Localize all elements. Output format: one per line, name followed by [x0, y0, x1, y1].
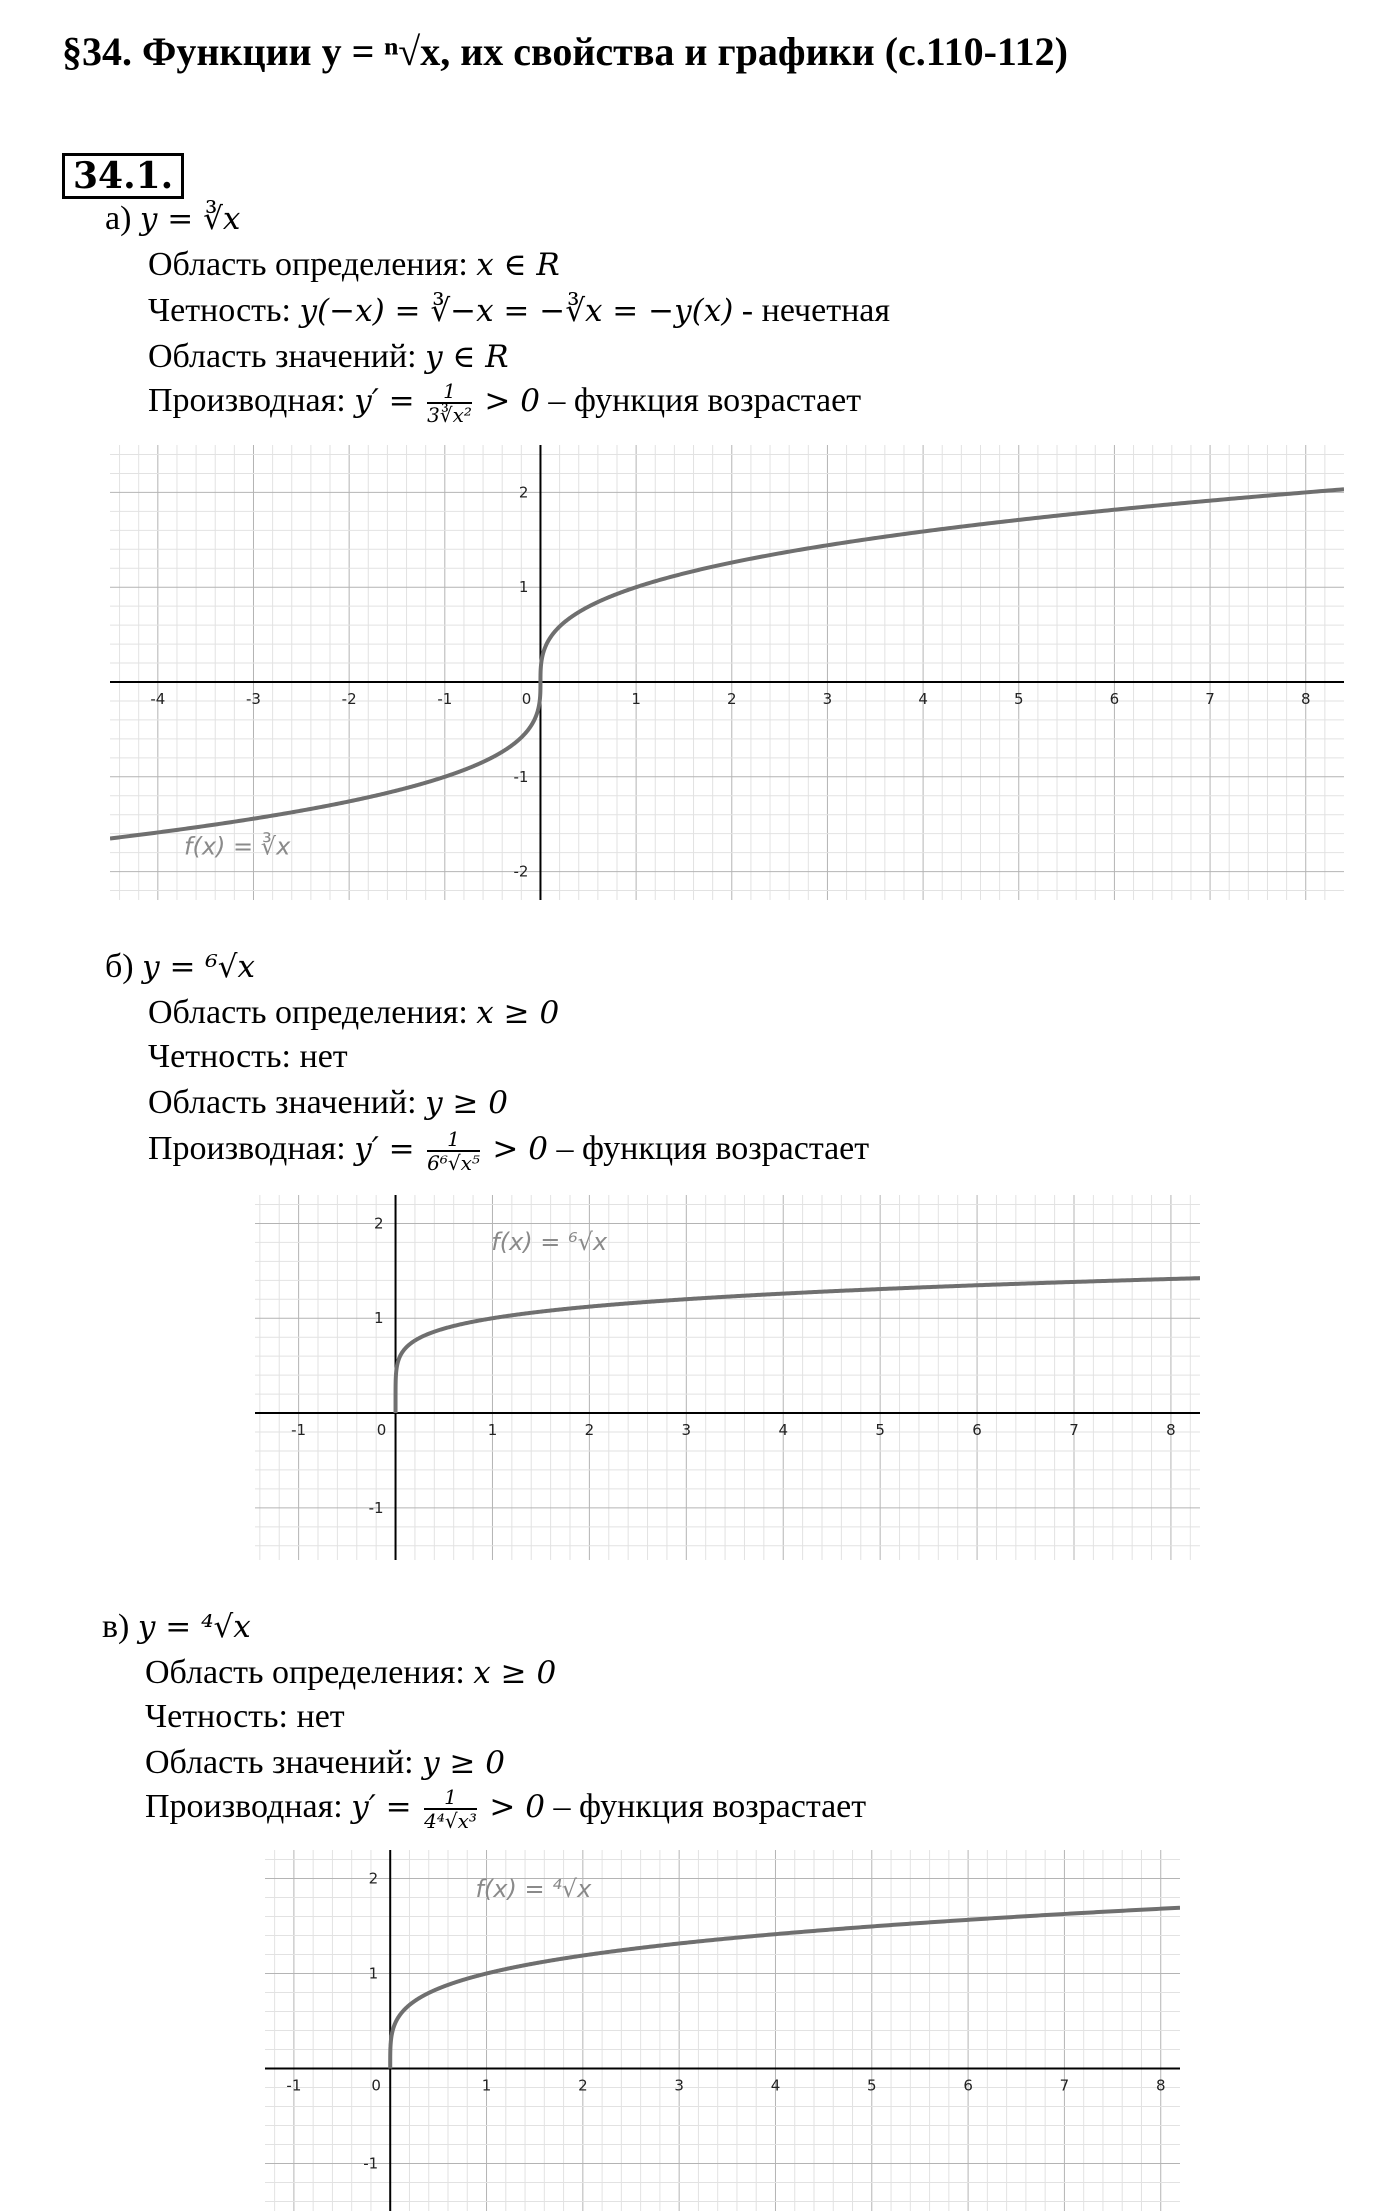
fraction-denominator: 4⁴√x³: [424, 1809, 477, 1833]
part-b-formula: y = ⁶√x: [142, 949, 255, 985]
x-tick-label: -2: [341, 689, 357, 708]
x-tick-label: 7: [1205, 689, 1215, 708]
range-value: y ≥ 0: [422, 1745, 506, 1781]
derivative-suffix: > 0: [492, 1130, 548, 1167]
page-title: §34. Функции y = ⁿ√x, их свойства и графики (с.110-112): [62, 29, 1068, 74]
grid: [110, 445, 1344, 900]
series-line: [110, 489, 1344, 838]
parity-value: нет: [296, 1698, 345, 1735]
fraction-numerator: 1: [424, 1786, 477, 1810]
x-tick-label: 5: [875, 1421, 885, 1440]
y-tick-label: 2: [373, 1214, 384, 1233]
x-tick-label: -3: [246, 689, 261, 708]
part-a-derivative: [148, 380, 861, 426]
part-a-header: [105, 200, 240, 238]
y-tick-label: 1: [368, 1964, 379, 1983]
chart-root6: [255, 1195, 1200, 1560]
domain-value: x ≥ 0: [473, 1655, 557, 1691]
parity-suffix: - нечетная: [733, 292, 891, 329]
y-tick-label: 2: [518, 483, 529, 502]
parity-label: Четность:: [148, 1038, 291, 1075]
part-c-derivative: [145, 1786, 866, 1832]
x-tick-label: 5: [867, 2076, 877, 2095]
derivative-label: Производная:: [148, 381, 346, 419]
x-tick-label: 8: [1155, 2076, 1166, 2095]
x-tick-label: 1: [631, 689, 641, 708]
derivative-prefix: y′ =: [354, 1130, 415, 1167]
grid: [265, 1850, 1180, 2211]
series-label: f(x) = ∛x: [184, 832, 291, 861]
fraction-numerator: 1: [427, 1128, 480, 1152]
x-tick-label: 7: [1069, 1421, 1079, 1440]
y-tick-label: -1: [513, 767, 529, 786]
x-tick-label: 2: [584, 1421, 595, 1440]
x-tick-label: 0: [371, 2076, 381, 2095]
y-tick-label: 1: [518, 578, 529, 597]
x-tick-label: 3: [674, 2076, 684, 2095]
domain-value: x ≥ 0: [476, 995, 560, 1031]
domain-label: Область определения:: [145, 1654, 465, 1691]
part-c-domain: [145, 1654, 556, 1692]
parity-value: y(−x) = ∛−x = −∛x = −y(x): [299, 293, 734, 329]
x-tick-label: -1: [437, 689, 453, 708]
derivative-label: Производная:: [148, 1129, 346, 1167]
part-c-formula: y = ⁴√x: [137, 1609, 251, 1645]
range-label: Область значений:: [145, 1744, 414, 1781]
part-b-domain: [148, 994, 559, 1032]
x-tick-label: 4: [770, 2076, 781, 2095]
derivative-prefix: y′ =: [351, 1788, 412, 1825]
y-tick-label: -1: [363, 2154, 379, 2173]
derivative-label: Производная:: [145, 1787, 343, 1825]
part-a-parity: [148, 292, 890, 330]
range-value: y ≥ 0: [425, 1085, 509, 1121]
x-tick-label: 4: [918, 689, 928, 708]
x-tick-label: 6: [972, 1421, 982, 1440]
domain-value: x ∈ R: [476, 247, 560, 283]
x-tick-label: 4: [778, 1421, 789, 1440]
derivative-note: – функция возрастает: [556, 1129, 870, 1167]
range-value: y ∈ R: [425, 339, 509, 375]
series-label: f(x) = ⁶√x: [491, 1227, 608, 1256]
x-tick-label: 7: [1059, 2076, 1070, 2095]
y-tick-label: 1: [373, 1309, 384, 1328]
derivative-fraction: [424, 1786, 477, 1832]
x-tick-label: 6: [1109, 689, 1120, 708]
y-tick-label: 2: [368, 1869, 379, 1888]
series-line: [390, 1908, 1180, 2069]
derivative-suffix: > 0: [484, 382, 540, 419]
range-label: Область значений:: [148, 338, 417, 375]
series-line: [396, 1278, 1200, 1413]
parity-label: Четность:: [145, 1698, 288, 1735]
part-c-header: [102, 1608, 251, 1646]
series-label: f(x) = ⁴√x: [475, 1874, 592, 1903]
x-tick-label: -1: [286, 2076, 302, 2095]
x-tick-label: 0: [521, 689, 532, 708]
part-c-range: [145, 1744, 505, 1782]
x-tick-label: 6: [963, 2076, 973, 2095]
fraction-denominator: 3∛x²: [427, 403, 472, 427]
chart-cbrt: [110, 445, 1344, 900]
part-a-domain: [148, 246, 560, 284]
part-a-formula: y = ∛x: [139, 201, 241, 237]
x-tick-label: 3: [681, 1421, 692, 1440]
x-tick-label: -1: [291, 1421, 307, 1440]
part-c-parity: [145, 1698, 345, 1736]
x-tick-label: 1: [487, 1421, 498, 1440]
parity-value: нет: [299, 1038, 348, 1075]
part-b-parity: [148, 1038, 348, 1076]
fraction-denominator: 6⁶√x⁵: [427, 1151, 480, 1175]
derivative-fraction: [427, 1128, 480, 1174]
fraction-numerator: 1: [427, 380, 472, 404]
part-c-label: в): [102, 1608, 130, 1645]
x-tick-label: 3: [822, 689, 833, 708]
exercise-number: 34.1.: [62, 153, 184, 199]
x-tick-label: 1: [481, 2076, 492, 2095]
derivative-fraction: [427, 380, 472, 426]
x-tick-label: 0: [376, 1421, 387, 1440]
part-b-header: [105, 948, 255, 986]
derivative-suffix: > 0: [489, 1788, 545, 1825]
derivative-note: – функция возрастает: [548, 381, 862, 419]
x-tick-label: -4: [150, 689, 166, 708]
x-tick-label: 8: [1300, 689, 1311, 708]
derivative-note: – функция возрастает: [553, 1787, 867, 1825]
domain-label: Область определения:: [148, 994, 468, 1031]
part-b-label: б): [105, 948, 134, 985]
chart-root4: [265, 1850, 1180, 2211]
part-b-range: [148, 1084, 508, 1122]
y-tick-label: -2: [513, 862, 529, 881]
domain-label: Область определения:: [148, 246, 468, 283]
x-tick-label: 2: [727, 689, 737, 708]
y-tick-label: -1: [368, 1498, 384, 1517]
x-tick-label: 5: [1013, 689, 1024, 708]
parity-label: Четность:: [148, 292, 291, 329]
derivative-prefix: y′ =: [354, 382, 415, 419]
x-tick-label: 2: [578, 2076, 588, 2095]
part-b-derivative: [148, 1128, 869, 1174]
part-a-label: а): [105, 200, 132, 237]
part-a-range: [148, 338, 509, 376]
range-label: Область значений:: [148, 1084, 417, 1121]
x-tick-label: 8: [1166, 1421, 1176, 1440]
